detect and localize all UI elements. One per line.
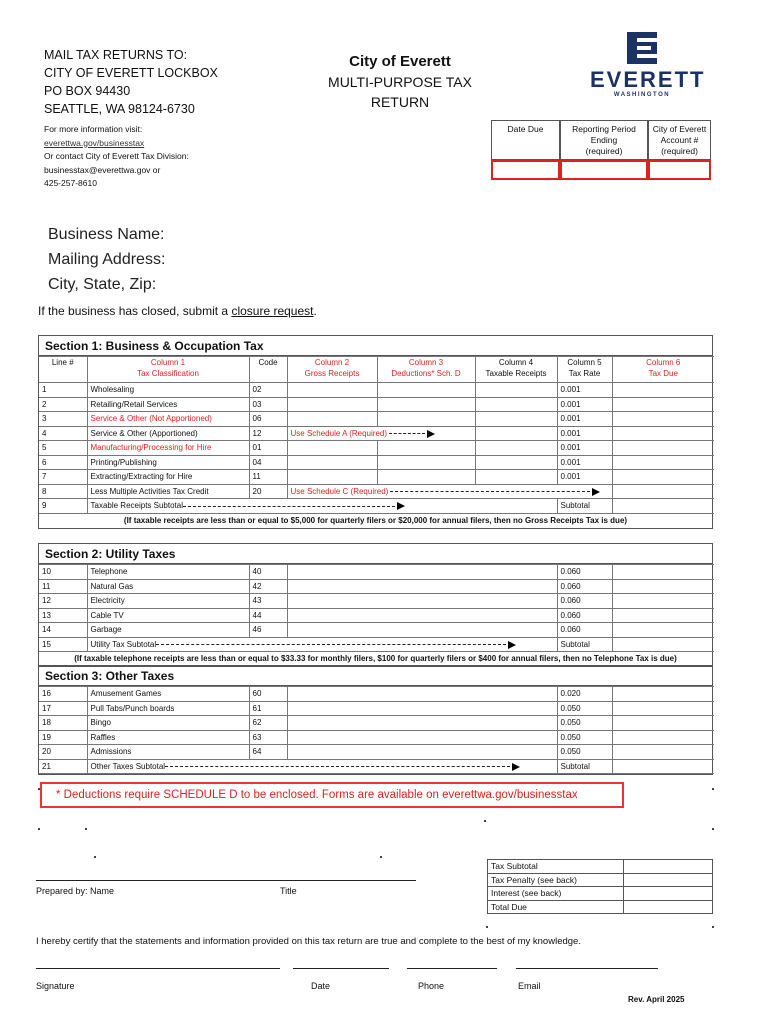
- taxable-receipts-input[interactable]: [287, 579, 557, 594]
- info-contact: Or contact City of Everett Tax Division:: [44, 151, 189, 161]
- totals-table: [487, 859, 713, 914]
- table-row: 13 Cable TV 44 0.060: [39, 608, 714, 623]
- taxable-receipts-input[interactable]: [475, 397, 557, 412]
- section-1-title: Section 1: Business & Occupation Tax: [39, 336, 712, 356]
- table-row: 11 Natural Gas 42 0.060: [39, 579, 714, 594]
- tax-due-input[interactable]: [612, 484, 714, 499]
- section-2-footnote: (If taxable telephone receipts are less than or equal to $33.33 for monthly filers, $100 for quarterly filers or $400 for annual filers, then no Telephone Tax is due): [74, 654, 677, 663]
- info-phone: 425-257-8610: [44, 178, 97, 188]
- table-row: 18 Bingo 62 0.050: [39, 716, 714, 731]
- tax-due-input[interactable]: [612, 687, 714, 702]
- tax-due-input[interactable]: [612, 441, 714, 456]
- account-number-input[interactable]: [648, 160, 711, 180]
- table-row: 7 Extracting/Extracting for Hire 11 0.001: [39, 470, 714, 485]
- table-row: Tax Penalty (see back): [488, 873, 713, 887]
- email-line[interactable]: [516, 968, 658, 969]
- subtotal-leader: Taxable Receipts Subtotal: [87, 499, 557, 514]
- tax-due-input[interactable]: [612, 745, 714, 760]
- section-2-title: Section 2: Utility Taxes: [39, 544, 712, 564]
- taxable-receipts-input[interactable]: [287, 716, 557, 731]
- gross-receipts-input[interactable]: [287, 441, 377, 456]
- tax-due-input[interactable]: [612, 730, 714, 745]
- table-row: 15 Utility Tax Subtotal Subtotal: [39, 637, 714, 652]
- tax-due-input[interactable]: [612, 579, 714, 594]
- info-link[interactable]: everettwa.gov/businesstax: [44, 137, 145, 148]
- logo-subtitle: WASHINGTON: [613, 92, 671, 98]
- mailing-address-field[interactable]: Mailing Address:: [48, 251, 166, 268]
- taxable-receipts-input[interactable]: [287, 565, 557, 580]
- arrow-icon: [397, 502, 405, 510]
- arrow-icon: [427, 430, 435, 438]
- mail-line-3: PO BOX 94430: [44, 84, 131, 98]
- taxable-receipts-input[interactable]: [287, 701, 557, 716]
- gross-receipts-input[interactable]: [287, 397, 377, 412]
- gross-receipts-input[interactable]: [287, 470, 377, 485]
- date-due-label: Date Due: [491, 120, 560, 160]
- table-row: 9 Taxable Receipts Subtotal Subtotal: [39, 499, 714, 514]
- schedule-a-note: Use Schedule A (Required): [287, 426, 475, 441]
- tax-due-input[interactable]: [612, 565, 714, 580]
- everett-logo: [590, 32, 706, 98]
- section-3-table: [39, 686, 714, 774]
- subtotal-leader: Other Taxes Subtotal: [87, 759, 557, 774]
- business-name-field[interactable]: Business Name:: [48, 226, 165, 243]
- title-label: Title: [280, 886, 297, 896]
- tax-due-input[interactable]: [612, 701, 714, 716]
- everett-logo-icon: [627, 32, 657, 64]
- gross-receipts-input[interactable]: [287, 455, 377, 470]
- arrow-icon: [508, 641, 516, 649]
- table-row: 6 Printing/Publishing 04 0.001: [39, 455, 714, 470]
- tax-due-input[interactable]: [612, 759, 714, 774]
- deductions-notice: * Deductions require SCHEDULE D to be enclosed. Forms are available on everettwa.gov/businesstax: [40, 782, 624, 808]
- tax-subtotal-input[interactable]: [624, 860, 713, 874]
- contact-info-block: [44, 123, 189, 191]
- date-due-input[interactable]: [491, 160, 560, 180]
- schedule-c-note: Use Schedule C (Required): [287, 484, 612, 499]
- table-row: 3 Service & Other (Not Apportioned) 06 0.001: [39, 412, 714, 427]
- taxable-receipts-input[interactable]: [287, 687, 557, 702]
- section-2-utility-taxes: [38, 543, 713, 667]
- phone-label: Phone: [418, 981, 445, 991]
- table-row: 1 Wholesaling 02 0.001: [39, 383, 714, 398]
- deductions-input[interactable]: [377, 397, 475, 412]
- info-visit: For more information visit:: [44, 124, 143, 134]
- deductions-input[interactable]: [377, 383, 475, 398]
- table-row: 12 Electricity 43 0.060: [39, 594, 714, 609]
- tax-due-input[interactable]: [612, 608, 714, 623]
- closure-request-link[interactable]: closure request: [231, 304, 314, 318]
- signature-label: Signature: [36, 981, 75, 991]
- closure-notice: If the business has closed, submit a closure request.: [38, 304, 317, 318]
- section-1-footnote: (If taxable receipts are less than or equal to $5,000 for quarterly filers or $20,000 for annual filers, then no Gross Receipts Tax is due): [123, 515, 628, 525]
- account-number-label: City of Everett Account # (required): [648, 120, 711, 160]
- section-2-table: [39, 564, 714, 652]
- taxable-receipts-input[interactable]: [287, 623, 557, 638]
- reporting-period-input[interactable]: [560, 160, 648, 180]
- table-row: 14 Garbage 46 0.060: [39, 623, 714, 638]
- subtotal-leader: Utility Tax Subtotal: [87, 637, 557, 652]
- prepared-by-label: Prepared by: Name: [36, 886, 115, 896]
- deductions-input[interactable]: [377, 412, 475, 427]
- tax-due-input[interactable]: [612, 470, 714, 485]
- table-row: 4 Service & Other (Apportioned) 12 Use Schedule A (Required) 0.001: [39, 426, 714, 441]
- tax-due-input[interactable]: [612, 716, 714, 731]
- table-row: 2 Retailing/Retail Services 03 0.001: [39, 397, 714, 412]
- taxable-receipts-input[interactable]: [287, 730, 557, 745]
- email-label: Email: [518, 981, 541, 991]
- deductions-input[interactable]: [377, 470, 475, 485]
- arrow-icon: [592, 488, 600, 496]
- taxable-receipts-input[interactable]: [475, 455, 557, 470]
- tax-due-input[interactable]: [612, 455, 714, 470]
- taxable-receipts-input[interactable]: [475, 470, 557, 485]
- table-row: 8 Less Multiple Activities Tax Credit 20 Use Schedule C (Required): [39, 484, 714, 499]
- tax-due-input[interactable]: [612, 594, 714, 609]
- table-row: 20 Admissions 64 0.050: [39, 745, 714, 760]
- deductions-input[interactable]: [377, 441, 475, 456]
- tax-due-input[interactable]: [612, 426, 714, 441]
- info-email: businesstax@everettwa.gov or: [44, 164, 161, 175]
- table-row: 10 Telephone 40 0.060: [39, 565, 714, 580]
- section-1-table: [39, 356, 714, 514]
- arrow-icon: [512, 763, 520, 771]
- revision-date: Rev. April 2025: [628, 995, 685, 1004]
- table-row: Total Due: [488, 900, 713, 914]
- tax-penalty-input[interactable]: [624, 873, 713, 887]
- taxable-receipts-input[interactable]: [475, 441, 557, 456]
- date-line[interactable]: [293, 968, 389, 969]
- form-name: MULTI-PURPOSE TAX RETURN: [328, 74, 472, 110]
- total-due-input[interactable]: [624, 900, 713, 914]
- tax-due-input[interactable]: [612, 383, 714, 398]
- tax-due-input[interactable]: [612, 397, 714, 412]
- mail-line-4: SEATTLE, WA 98124-6730: [44, 102, 195, 116]
- form-title: [300, 52, 500, 112]
- tax-due-input[interactable]: [612, 623, 714, 638]
- gross-receipts-input[interactable]: [287, 383, 377, 398]
- deductions-input[interactable]: [377, 455, 475, 470]
- table-row: 5 Manufacturing/Processing for Hire 01 0.001: [39, 441, 714, 456]
- interest-input[interactable]: [624, 887, 713, 901]
- table-row: 17 Pull Tabs/Punch boards 61 0.050: [39, 701, 714, 716]
- tax-due-input[interactable]: [612, 499, 714, 514]
- table-row: Interest (see back): [488, 887, 713, 901]
- city-state-zip-field[interactable]: City, State, Zip:: [48, 276, 157, 293]
- mailing-address-block: [44, 46, 218, 118]
- tax-due-input[interactable]: [612, 412, 714, 427]
- mail-line-2: CITY OF EVERETT LOCKBOX: [44, 66, 218, 80]
- taxable-receipts-input[interactable]: [475, 412, 557, 427]
- tax-due-input[interactable]: [612, 637, 714, 652]
- taxable-receipts-input[interactable]: [287, 594, 557, 609]
- prepared-by-line[interactable]: [36, 880, 416, 881]
- section-1-bo-tax: [38, 335, 713, 529]
- taxable-receipts-input[interactable]: [475, 383, 557, 398]
- business-info: [48, 222, 165, 297]
- table-row: 16 Amusement Games 60 0.020: [39, 687, 714, 702]
- table-row: 21 Other Taxes Subtotal Subtotal: [39, 759, 714, 774]
- gross-receipts-input[interactable]: [287, 412, 377, 427]
- mail-line-1: MAIL TAX RETURNS TO:: [44, 48, 188, 62]
- reporting-period-label: Reporting Period Ending (required): [560, 120, 648, 160]
- table-row: Tax Subtotal: [488, 860, 713, 874]
- logo-wordmark: EVERETT: [590, 67, 706, 92]
- date-label: Date: [311, 981, 331, 991]
- taxable-receipts-input[interactable]: [287, 608, 557, 623]
- taxable-receipts-input[interactable]: [475, 426, 557, 441]
- city-title: City of Everett: [349, 53, 451, 70]
- section-3-other-taxes: [38, 665, 713, 775]
- section-3-title: Section 3: Other Taxes: [39, 666, 712, 686]
- section-1-header-row: Line # Column 1 Tax Classification Code Column 2 Gross Receipts Column 3 Deductions* Sch. D Column 4 Taxable Receipts Column 5 Tax Rate Column 6 Tax Due: [39, 357, 714, 383]
- table-row: 19 Raffles 63 0.050: [39, 730, 714, 745]
- taxable-receipts-input[interactable]: [287, 745, 557, 760]
- signature-line[interactable]: [36, 968, 280, 969]
- phone-line[interactable]: [407, 968, 497, 969]
- certification-statement: I hereby certify that the statements and information provided on this tax return are true and complete to the best of my knowledge.: [36, 936, 581, 947]
